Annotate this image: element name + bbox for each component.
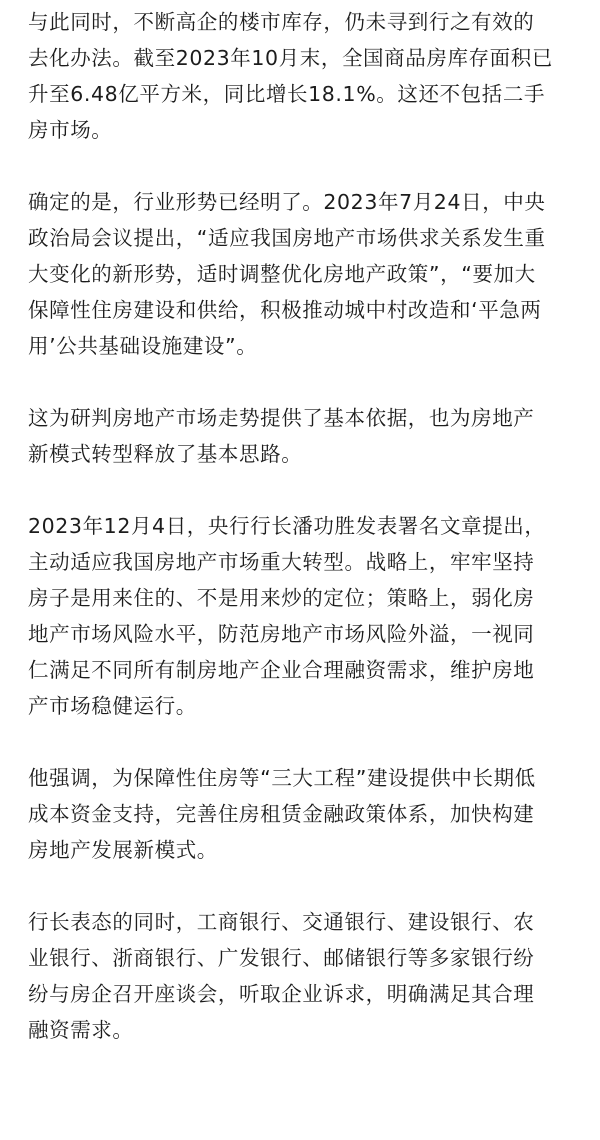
text-line: 房市场。 — [28, 118, 113, 142]
text-line: 新模式转型释放了基本思路。 — [28, 442, 303, 466]
article-body — [28, 4, 582, 1084]
paragraph-central-bank-article — [28, 508, 582, 724]
text-line: 去化办法。截至2023年10月末，全国商品房库存面积已 — [28, 46, 553, 70]
text-line: 产市场稳健运行。 — [28, 694, 197, 718]
paragraph-three-major-projects — [28, 760, 582, 868]
text-line: 业银行、浙商银行、广发银行、邮储银行等多家银行纷 — [28, 946, 535, 970]
text-line: 与此同时，不断高企的楼市库存，仍未寻到行之有效的 — [28, 10, 535, 34]
text-line: 房子是用来住的、不是用来炒的定位；策略上，弱化房 — [28, 586, 535, 610]
text-line: 成本资金支持，完善住房租赁金融政策体系，加快构建 — [28, 802, 535, 826]
text-line: 地产市场风险水平，防范房地产市场风险外溢，一视同 — [28, 622, 535, 646]
text-line: 仁满足不同所有制房地产企业合理融资需求，维护房地 — [28, 658, 535, 682]
paragraph-politburo-meeting — [28, 184, 582, 364]
text-line: 这为研判房地产市场走势提供了基本依据，也为房地产 — [28, 406, 535, 430]
text-line: 大变化的新形势，适时调整优化房地产政策”，“要加大 — [28, 262, 536, 286]
text-line: 房地产发展新模式。 — [28, 838, 218, 862]
text-line: 政治局会议提出，“适应我国房地产市场供求关系发生重 — [28, 226, 546, 250]
text-line: 他强调，为保障性住房等“三大工程”建设提供中长期低 — [28, 766, 536, 790]
text-line: 保障性住房建设和供给，积极推动城中村改造和‘平急两 — [28, 298, 542, 322]
text-line: 升至6.48亿平方米，同比增长18.1%。这还不包括二手 — [28, 82, 546, 106]
paragraph-bank-meetings — [28, 904, 582, 1048]
text-line: 行长表态的同时，工商银行、交通银行、建设银行、农 — [28, 910, 535, 934]
text-line: 2023年12月4日，央行行长潘功胜发表署名文章提出， — [28, 514, 546, 538]
text-line: 融资需求。 — [28, 1018, 134, 1042]
paragraph-basis — [28, 400, 582, 472]
text-line: 纷与房企召开座谈会，听取企业诉求，明确满足其合理 — [28, 982, 535, 1006]
text-line: 确定的是，行业形势已经明了。2023年7月24日，中央 — [28, 190, 546, 214]
paragraph-inventory — [28, 4, 582, 148]
text-line: 主动适应我国房地产市场重大转型。战略上，牢牢坚持 — [28, 550, 535, 574]
text-line: 用’公共基础设施建设”。 — [28, 334, 258, 358]
